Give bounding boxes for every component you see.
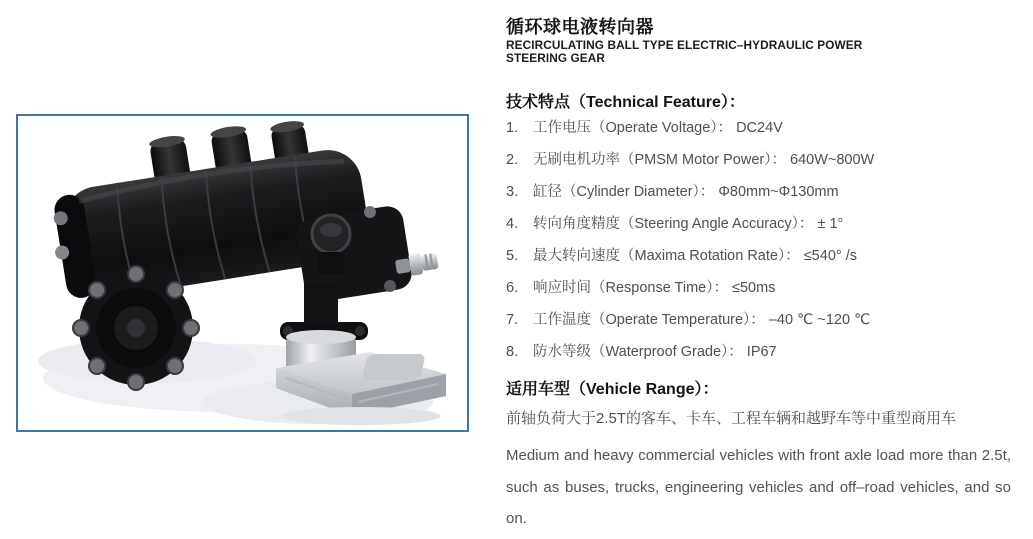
product-image-frame [16, 114, 469, 432]
technical-feature-list [506, 112, 1013, 368]
product-title-en-line2: STEERING GEAR [506, 51, 605, 65]
feature-item-7 [506, 304, 1013, 336]
technical-feature-heading: 技术特点（Technical Feature）： [506, 94, 745, 111]
feature-item-2 [506, 144, 1013, 176]
feature-item-number: 1. [506, 120, 519, 136]
feature-item-text: 无刷电机功率（PMSM Motor Power）： 640W~800W [533, 152, 875, 168]
feature-item-3 [506, 176, 1013, 208]
feature-item-text: 缸径（Cylinder Diameter）： Φ80mm~Φ130mm [533, 184, 839, 200]
feature-item-number: 6. [506, 280, 519, 296]
feature-item-8 [506, 336, 1013, 368]
feature-item-5 [506, 240, 1013, 272]
feature-item-text: 防水等级（Waterproof Grade）： IP67 [533, 344, 777, 360]
feature-item-4 [506, 208, 1013, 240]
feature-item-number: 7. [506, 312, 519, 328]
feature-item-text: 转向角度精度（Steering Angle Accuracy）： ± 1° [533, 216, 844, 232]
spec-text-column [506, 0, 1013, 539]
feature-item-number: 8. [506, 344, 519, 360]
product-title-en-line1: RECIRCULATING BALL TYPE ELECTRIC–HYDRAULIC POWER [506, 38, 863, 52]
feature-item-text: 工作温度（Operate Temperature）： –40 ℃ ~120 ℃ [533, 312, 871, 328]
feature-item-text: 响应时间（Response Time）： ≤50ms [533, 280, 776, 296]
feature-item-number: 5. [506, 248, 519, 264]
feature-item-number: 4. [506, 216, 519, 232]
feature-item-number: 3. [506, 184, 519, 200]
steering-gear-product-image [18, 116, 467, 430]
feature-item-number: 2. [506, 152, 519, 168]
feature-item-text: 工作电压（Operate Voltage）： DC24V [533, 120, 783, 136]
vehicle-range-en: Medium and heavy commercial vehicles with front axle load more than 2.5t, such as buses, trucks, engineering vehicles and off–road vehicles, and so on. [506, 447, 1011, 527]
product-title-zh: 循环球电液转向器 [506, 17, 654, 37]
product-title-en [506, 39, 862, 65]
vehicle-range-zh: 前轴负荷大于2.5T的客车、卡车、工程车辆和越野车等中重型商用车 [506, 410, 957, 427]
flange [73, 266, 199, 390]
feature-item-6 [506, 272, 1013, 304]
feature-item-1 [506, 112, 1013, 144]
feature-item-text: 最大转向速度（Maxima Rotation Rate）： ≤540° /s [533, 248, 857, 264]
vehicle-range-heading: 适用车型（Vehicle Range）： [506, 381, 719, 398]
